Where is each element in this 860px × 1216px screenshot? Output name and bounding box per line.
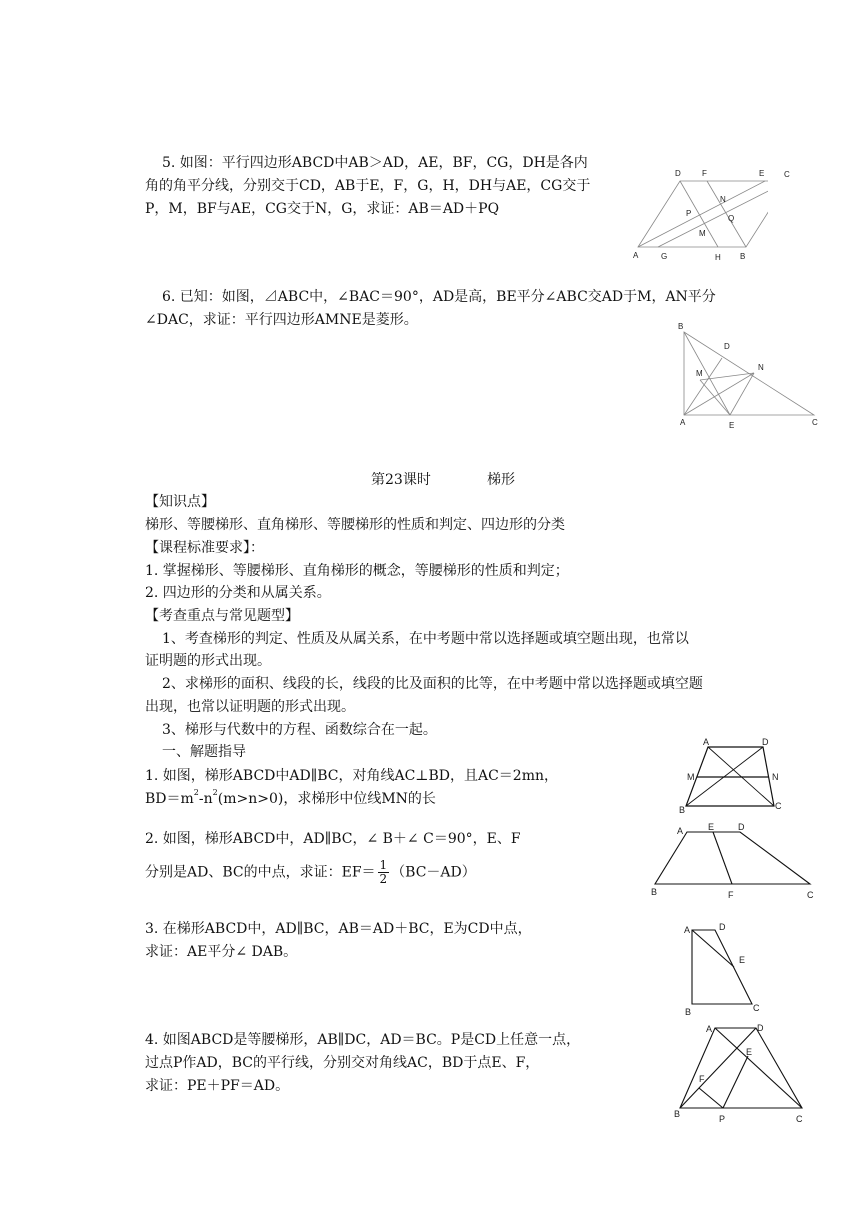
exercise-1-exp-1: 2 (193, 788, 199, 797)
standard-item-1: 1. 掌握梯形、等腰梯形、直角梯形的概念，等腰梯形的性质和判定； (145, 563, 569, 579)
focus-item-3: 3、梯形与代数中的方程、函数综合在一起。 (162, 722, 437, 738)
label-A: A (684, 925, 691, 935)
focus-heading: 【考查重点与常见题型】 (145, 608, 299, 624)
label-E: E (746, 1047, 753, 1057)
parallelogram-label-C-wrap (782, 168, 794, 180)
label-C: C (784, 170, 790, 179)
label-B: B (678, 322, 684, 331)
isosceles-trapezoid-figure (668, 1018, 818, 1126)
exercise-2-line-2 (145, 859, 476, 886)
label-P: P (719, 1114, 726, 1124)
label-G: G (661, 252, 668, 261)
label-A: A (633, 251, 639, 260)
label-D: D (757, 1023, 764, 1033)
label-N: N (758, 363, 764, 372)
knowledge-heading: 【知识点】 (145, 494, 215, 510)
section-heading: 一、解题指导 (162, 744, 246, 760)
label-F: F (699, 1074, 705, 1084)
exercise-4-line-3: 求证：PE＋PF＝AD。 (145, 1078, 290, 1094)
exercise-3-line-2: 求证：AE平分∠ DAB。 (145, 944, 298, 960)
standard-item-2: 2. 四边形的分类和从属关系。 (145, 585, 331, 601)
parallelogram-figure (628, 165, 768, 265)
focus-item-1a: 1、考查梯形的判定、性质及从属关系，在中考题中常以选择题或填空题出现，也常以 (162, 631, 689, 647)
label-M: M (699, 229, 706, 238)
label-P: P (686, 209, 692, 218)
label-D: D (738, 822, 745, 832)
label-D: D (675, 169, 681, 178)
exercise-1-line-2 (145, 789, 436, 809)
knowledge-text: 梯形、等腰梯形、直角梯形、等腰梯形的性质和判定、四边形的分类 (145, 517, 565, 533)
exercise-4-line-2: 过点P作AD，BC的平行线，分别交对角线AC，BD于点E、F， (145, 1055, 540, 1071)
label-B: B (679, 805, 686, 815)
focus-item-2b: 出现，也常以证明题的形式出现。 (145, 699, 355, 715)
problem-5-line-3: P，M，BF与AE，CG交于N，G，求证：AB＝AD＋PQ (145, 201, 500, 217)
fraction-numerator: 1 (379, 858, 388, 872)
fraction-denominator: 2 (379, 872, 388, 886)
label-B: B (651, 887, 658, 897)
label-C: C (812, 418, 818, 427)
label-F: F (728, 890, 734, 900)
label-D: D (724, 342, 730, 351)
focus-item-1b: 证明题的形式出现。 (145, 653, 271, 669)
trapezoid-figure-2 (645, 820, 825, 906)
problem-5-line-1: 5. 如图：平行四边形ABCD中AB＞AD，AE，BF，CG，DH是各内 (162, 155, 588, 171)
label-A: A (706, 1024, 713, 1034)
label-A: A (677, 826, 684, 836)
problem-6-line-1: 6. 已知：如图，⊿ABC中，∠BAC＝90°，AD是高，BE平分∠ABC交AD于M，AN平分 (162, 289, 716, 305)
label-E: E (739, 955, 746, 965)
label-A: A (703, 737, 710, 747)
label-E: E (759, 169, 765, 178)
label-H: H (715, 253, 721, 262)
standard-heading: 【课程标准要求】： (145, 540, 264, 556)
lesson-title: 第23课时 (371, 472, 431, 488)
exercise-2-rest: （BC－AD） (391, 864, 476, 881)
exercise-1-exp-2: 2 (212, 788, 218, 797)
exercise-4-line-1: 4. 如图ABCD是等腰梯形，AB∥DC，AD＝BC。P是CD上任意一点， (145, 1032, 581, 1048)
label-N: N (720, 195, 726, 204)
fraction-one-half (378, 859, 390, 886)
label-E: E (708, 822, 715, 832)
right-triangle-figure (674, 320, 824, 432)
problem-5-line-2: 角的角平分线，分别交于CD，AB于E，F，G，H，DH与AE，CG交于 (145, 178, 591, 194)
label-A: A (680, 418, 686, 427)
exercise-1-rest: (m>n>0)，求梯形中位线MN的长 (217, 791, 436, 807)
label-F: F (702, 169, 707, 178)
label-E: E (729, 421, 735, 430)
label-B: B (674, 1109, 681, 1119)
lesson-subject: 梯形 (487, 472, 515, 488)
label-Q: Q (728, 214, 735, 223)
exercise-1-line-1: 1. 如图，梯形ABCD中AD∥BC，对角线AC⊥BD，且AC＝2mn， (145, 768, 558, 784)
exercise-1-bd: BD＝m (145, 791, 194, 807)
label-M: M (696, 369, 703, 378)
label-C: C (807, 890, 814, 900)
label-C: C (753, 1003, 760, 1013)
label-B: B (685, 1007, 692, 1017)
label-M: M (687, 772, 695, 782)
exercise-1-minus-n: -n (198, 791, 213, 807)
problem-6-line-2: ∠DAC，求证：平行四边形AMNE是菱形。 (145, 312, 418, 328)
label-D: D (762, 737, 769, 747)
right-trapezoid-figure (680, 918, 780, 1018)
label-N: N (772, 772, 779, 782)
focus-item-2a: 2、求梯形的面积、线段的长，线段的比及面积的比等，在中考题中常以选择题或填空题 (162, 676, 703, 692)
label-C: C (775, 801, 782, 811)
label-D: D (719, 922, 726, 932)
exercise-3-line-1: 3. 在梯形ABCD中，AD∥BC，AB＝AD＋BC，E为CD中点， (145, 921, 532, 937)
exercise-2-text: 分别是AD、BC的中点，求证：EF＝ (145, 864, 376, 881)
label-B: B (740, 252, 746, 261)
exercise-2-line-1: 2. 如图，梯形ABCD中，AD∥BC，∠ B＋∠ C＝90°，E、F (145, 831, 521, 847)
label-C: C (796, 1114, 803, 1124)
trapezoid-figure-1 (678, 736, 788, 816)
